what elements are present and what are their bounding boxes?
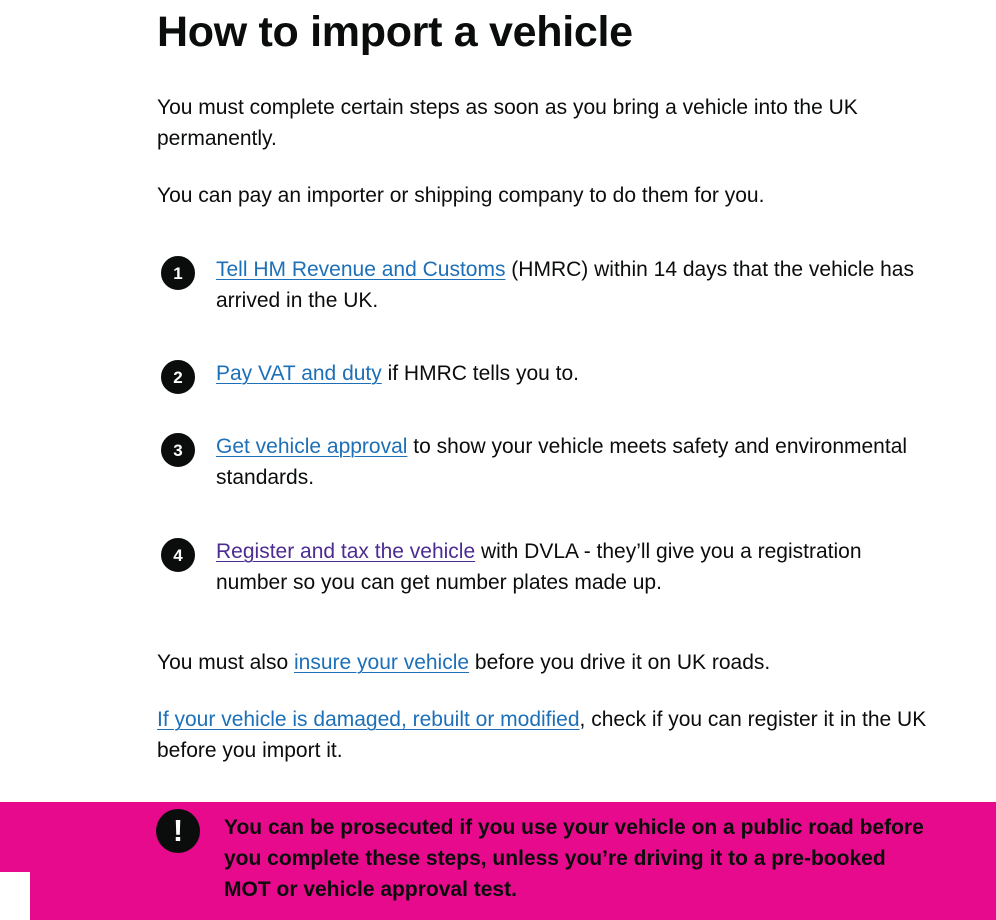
warning-text: You can be prosecuted if you use your vehicle on a public road before you complete these steps, unless you’re driving it to a pre-booked MOT or vehicle approval test.: [224, 816, 924, 901]
step-text-3-rest: to show your vehicle meets safety and environmental standards.: [216, 435, 908, 489]
vehicle-approval-link[interactable]: Get vehicle approval: [216, 435, 408, 458]
register-tax-vehicle-link[interactable]: Register and tax the vehicle: [216, 540, 476, 563]
step-number-4: 4: [161, 538, 195, 572]
step-number-2: 2: [161, 360, 195, 394]
pay-vat-duty-link[interactable]: Pay VAT and duty: [216, 362, 382, 385]
tell-hmrc-link[interactable]: Tell HM Revenue and Customs: [216, 258, 506, 281]
damaged-vehicle-text-after: , check if you can register it in the UK before you import it.: [157, 708, 927, 762]
step-number-3: 3: [161, 433, 195, 467]
step-text-4-rest: with DVLA - they’ll give you a registration number so you can get number plates made up.: [216, 540, 862, 594]
step-text-2: [216, 358, 936, 389]
step-text-4: [216, 536, 936, 598]
step-number-1: 1: [161, 256, 195, 290]
damaged-rebuilt-modified-link[interactable]: If your vehicle is damaged, rebuilt or modified: [157, 708, 580, 731]
exclamation-icon: !: [156, 809, 200, 853]
step-text-1: [216, 254, 936, 316]
insurance-text-before: You must also: [157, 651, 294, 674]
insurance-paragraph: [157, 647, 937, 678]
insurance-text-after: before you drive it on UK roads.: [469, 651, 771, 674]
step-text-2-rest: if HMRC tells you to.: [381, 362, 579, 385]
step-text-3: [216, 431, 936, 493]
step-text-1-rest: (HMRC) within 14 days that the vehicle has arrived in the UK.: [216, 258, 914, 312]
damaged-vehicle-paragraph: [157, 704, 937, 766]
intro-paragraph-1: You must complete certain steps as soon as you bring a vehicle into the UK permanently.: [157, 96, 858, 150]
page-title: How to import a vehicle: [157, 8, 633, 56]
intro-paragraph-2: You can pay an importer or shipping company to do them for you.: [157, 184, 765, 207]
insure-vehicle-link[interactable]: insure your vehicle: [293, 651, 470, 674]
